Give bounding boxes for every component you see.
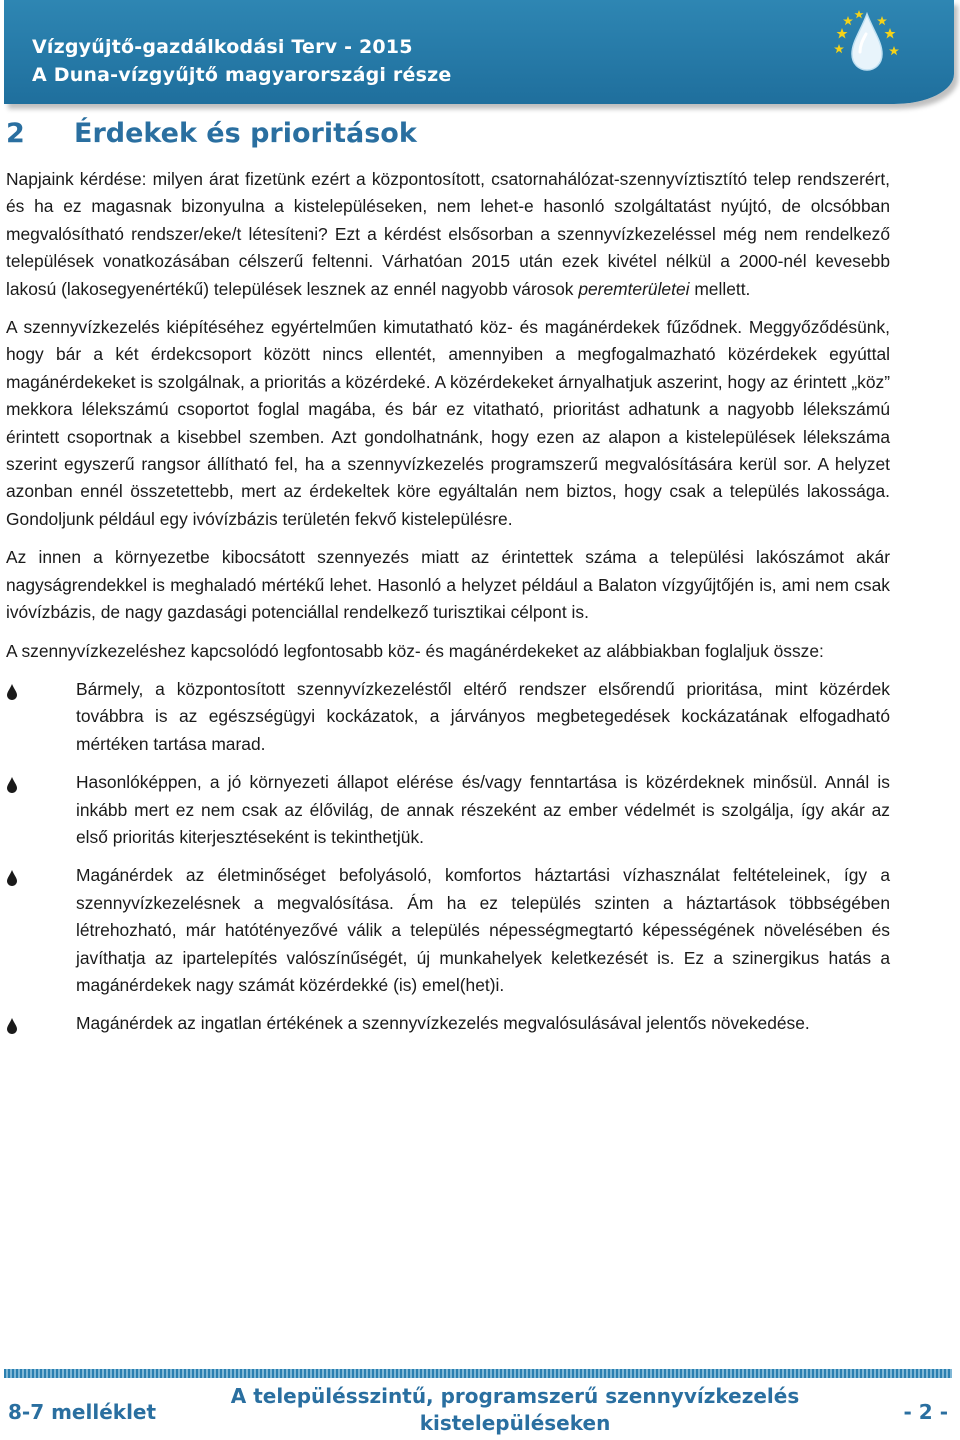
list-item	[6, 769, 890, 851]
paragraph-1-text: Napjaink kérdése: milyen árat fizetünk ezért a központosított, csatornahálózat-szennyvíztisztító telep rendszerért, és ha ez magasnak bizonyulna a kistelepüléseken, nem lehet-e hasonló szolgáltatást nyújtó, de olcsóbban megvalósítható rendszer/eke/t létesíteni? Ezt a kérdést elsősorban a szennyvízkezeléssel még nem rendelkező települések vonatkozásában célszerű feltenni. Várhatóan 2015 után ezek kivétel nélkül a 2000-nél kevesebb lakosú (lakosegyenértékű) települések lesznek az ennél nagyobb városok	[6, 169, 890, 299]
paragraph-2: A szennyvízkezelés kiépítéséhez egyértelműen kimutatható köz- és magánérdekek fűződnek. Meggyőződésünk, hogy bár a két érdekcsoport között nincs ellentét, amennyiben a megfogalmazható közérdekek egyúttal magánérdekeket is szolgálnak, a prioritás a közérdeké. A közérdekeket árnyalhatjuk aszerint, hogy az érintett „köz” mekkora lélekszámú csoportot foglal magába, és bár ez vitatható, prioritást adhatunk a nagyobb lélekszámú érintett csoportnak a kisebbel szemben. Azt gondolhatnánk, hogy ezen az alapon a kistelepülések lélekszáma szerint egyszerű rangsor állítható fel, ha a szennyvízkezelés programszerű megvalósítására kerül sor. A helyzet azonban ennél összetettebb, mert az érdekeltek köre egyáltalán nem biztos, hogy csak a település lakossága. Gondoljunk például egy ivóvízbázis területén fekvő kistelepülésre.	[6, 317, 890, 529]
section-number: 2	[6, 118, 25, 149]
footer-divider	[4, 1369, 952, 1378]
header-title-line2: A Duna-vízgyűjtő magyarországi része	[32, 64, 452, 86]
header-title-line1: Vízgyűjtő-gazdálkodási Terv - 2015	[32, 36, 413, 58]
section-title-text: Érdekek és prioritások	[74, 118, 417, 149]
paragraph-4: A szennyvízkezeléshez kapcsolódó legfontosabb köz- és magánérdekeket az alábbiakban foglaljuk össze:	[6, 640, 824, 661]
list-item	[6, 1010, 890, 1037]
list-item	[6, 676, 890, 758]
water-drop-bullet-icon	[6, 870, 18, 886]
water-drop-eu-stars-icon	[822, 6, 912, 86]
interest-list	[6, 676, 890, 1038]
paragraph-1-tail: mellett.	[689, 278, 751, 299]
list-item-text: Bármely, a központosított szennyvízkezeléstől eltérő rendszer elsőrendű prioritása, mint közérdek továbbra is az egészségügyi kockázatok, a járványos megbetegedések kockázatának elfogadható mértéken tartása marad.	[76, 678, 890, 754]
footer-document-title	[190, 1383, 840, 1437]
list-item	[6, 862, 890, 999]
section-title	[6, 118, 417, 149]
footer-title-line1: A településszintű, programszerű szennyvízkezelés	[230, 1384, 800, 1408]
paragraph-3: Az innen a környezetbe kibocsátott szennyezés miatt az érintettek száma a települési lakószámot akár nagyságrendekkel is meghaladó mértékű lehet. Hasonló a helyzet például a Balaton vízgyűjtőjén is, ami nem csak ivóvízbázis, de nagy gazdasági potenciállal rendelkező turisztikai célpont is.	[6, 547, 890, 623]
footer-annex-label: 8-7 melléklet	[8, 1400, 157, 1424]
paragraph-1	[6, 166, 890, 303]
list-item-text: Magánérdek az életminőséget befolyásoló, komfortos háztartási vízhasználat feltételeinek, így a szennyvízkezelésnek a megvalósítása. Ám ha ez település szinten a háztartások többségében létrehozható, már hatótényezővé válik a település népességmegtartó képességének növelésében és javíthatja az ipartelepítés valószínűségét, új munkahelyek keletkezését is. Ez a szinergikus hatás a magánérdekek nagy számát közérdekké (is) emel(het)i.	[76, 865, 890, 995]
list-item-text: Hasonlóképpen, a jó környezeti állapot elérése és/vagy fenntartása is közérdeknek minősül. Annál is inkább mert ez nem csak az élővilág, de annak részeként az ember védelmét is szolgálja, így akár az első prioritás kiterjesztéseként is tekinthetjük.	[76, 772, 890, 847]
body-content	[6, 166, 890, 1049]
paragraph-1-emphasis: peremterületei	[578, 278, 690, 299]
page-header	[4, 0, 954, 104]
page-number: - 2 -	[903, 1400, 948, 1424]
water-drop-bullet-icon	[6, 777, 18, 793]
list-item-text: Magánérdek az ingatlan értékének a szennyvízkezelés megvalósulásával jelentős növekedése.	[76, 1013, 810, 1034]
water-drop-bullet-icon	[6, 1018, 18, 1034]
footer-title-line2: kistelepüléseken	[419, 1411, 611, 1435]
water-drop-bullet-icon	[6, 684, 18, 700]
